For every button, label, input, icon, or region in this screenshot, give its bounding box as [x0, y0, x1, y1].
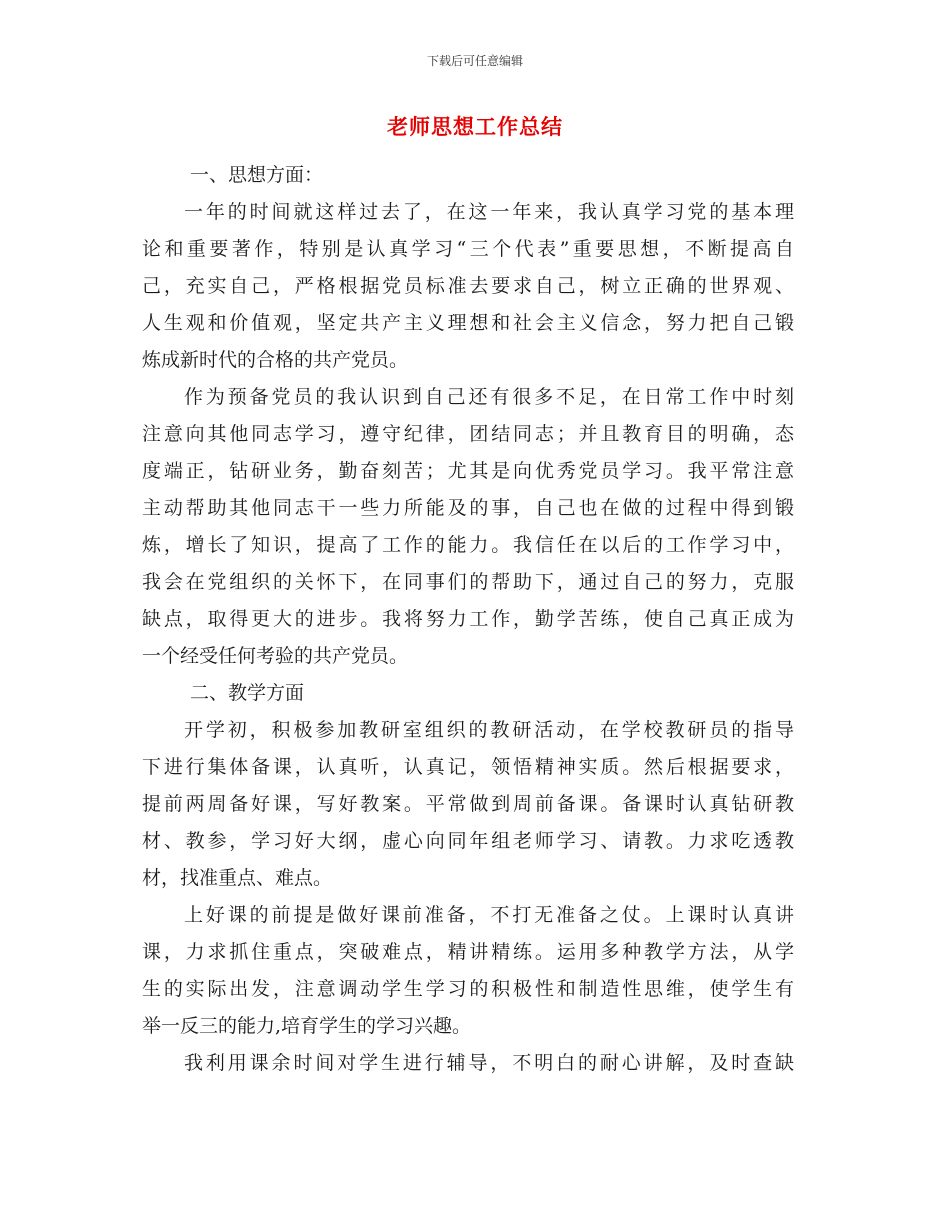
text-line: 下进行集体备课，认真听，认真记，领悟精神实质。然后根据要求，	[142, 756, 794, 778]
paragraph-ideology-2	[142, 379, 794, 675]
text-line: 作为预备党员的我认识到自己还有很多不足，在日常工作中时刻	[184, 386, 794, 408]
text-line: 缺点，取得更大的进步。我将努力工作，勤学苦练，使自己真正成为	[142, 608, 794, 630]
text-line: 注意向其他同志学习，遵守纪律，团结同志；并且教育目的明确，态	[142, 423, 794, 445]
paragraph-teaching-1	[142, 712, 794, 897]
text-line: 提前两周备好课，写好教案。平常做到周前备课。备课时认真钻研教	[142, 793, 794, 815]
document-title: 老师思想工作总结	[387, 114, 563, 139]
text-line: 开学初，积极参加教研室组织的教研活动，在学校教研员的指导	[184, 719, 794, 741]
text-line: 人生观和价值观，坚定共产主义理想和社会主义信念，努力把自己锻	[142, 312, 794, 334]
text-line: 上好课的前提是做好课前准备，不打无准备之仗。上课时认真讲	[184, 904, 794, 926]
text-line: 课，力求抓住重点，突破难点，精讲精练。运用多种教学方法，从学	[142, 941, 794, 963]
text-line: 论和重要著作，特别是认真学习“三个代表”重要思想，不断提高自	[142, 238, 794, 260]
text-line: 主动帮助其他同志干一些力所能及的事，自己也在做的过程中得到锻	[142, 497, 794, 519]
section-heading-teaching	[142, 675, 794, 712]
text-line: 生的实际出发，注意调动学生学习的积极性和制造性思维，使学生有	[142, 978, 794, 1000]
text-line: 一个经受任何考验的共产党员。	[142, 645, 409, 667]
text-line: 我利用课余时间对学生进行辅导，不明白的耐心讲解，及时查缺	[184, 1052, 794, 1074]
text-line: 炼成新时代的合格的共产党员。	[142, 349, 409, 371]
heading-line: 二、教学方面	[190, 682, 305, 704]
text-line: 材、教参，学习好大纲，虚心向同年组老师学习、请教。力求吃透教	[142, 830, 794, 852]
document-body	[142, 157, 794, 1082]
heading-line: 一、思想方面：	[190, 164, 324, 186]
text-line: 炼，增长了知识，提高了工作的能力。我信任在以后的工作学习中，	[142, 534, 794, 556]
paragraph-teaching-2	[142, 897, 794, 1045]
paragraph-ideology-1	[142, 194, 794, 379]
paragraph-teaching-3	[142, 1045, 794, 1082]
header-note: 下载后可任意编辑	[426, 54, 523, 68]
text-line: 举一反三的能力,培育学生的学习兴趣。	[142, 1015, 472, 1037]
text-line: 度端正，钻研业务，勤奋刻苦；尤其是向优秀党员学习。我平常注意	[142, 460, 794, 482]
text-line: 我会在党组织的关怀下，在同事们的帮助下，通过自己的努力，克服	[142, 571, 794, 593]
text-line: 一年的时间就这样过去了，在这一年来，我认真学习党的基本理	[184, 201, 794, 223]
text-line: 己，充实自己，严格根据党员标准去要求自己，树立正确的世界观、	[142, 275, 794, 297]
section-heading-ideology	[142, 157, 794, 194]
text-line: 材，找准重点、难点。	[142, 867, 333, 889]
